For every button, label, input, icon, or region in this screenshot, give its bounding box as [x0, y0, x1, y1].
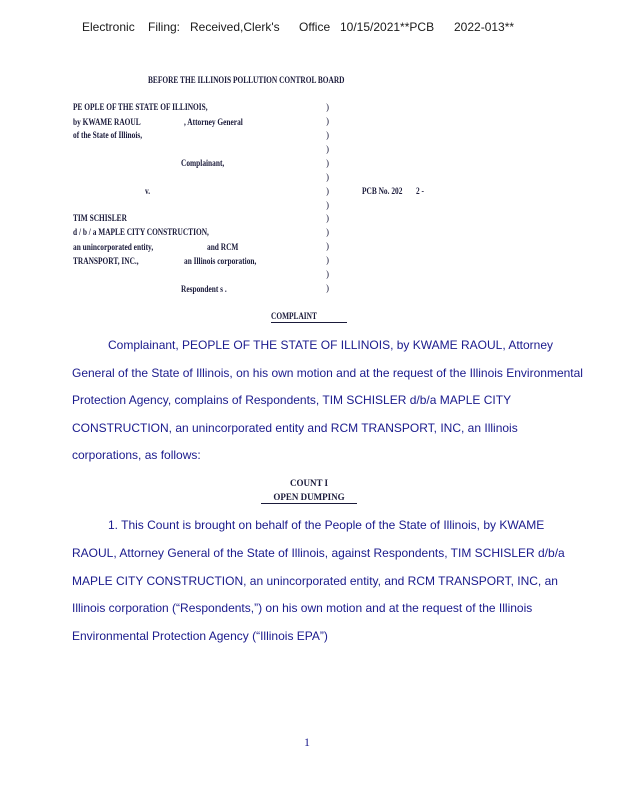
caption-paren: ) [326, 116, 329, 126]
caption-paren: ) [326, 172, 329, 182]
caption-paren: ) [326, 269, 329, 279]
header-office: Office [299, 20, 331, 34]
count-subheading: OPEN DUMPING [273, 492, 345, 502]
caption-by-raoul: by KWAME RAOUL [73, 117, 141, 127]
caption-paren: ) [326, 200, 329, 210]
caption-and-rcm: and RCM [207, 242, 239, 252]
caption-pcb-suffix: 2 - [416, 186, 424, 196]
caption-paren: ) [326, 213, 329, 223]
caption-unincorporated: an unincorporated entity, [73, 242, 154, 252]
intro-line-3: Protection Agency, complains of Respondents, TIM SCHISLER d/b/a MAPLE CITY [72, 393, 512, 407]
board-title: BEFORE THE ILLINOIS POLLUTION CONTROL BOARD [148, 75, 345, 85]
header-case-number: 2022-013** [454, 20, 515, 34]
header-received: Received,Clerk's [190, 20, 280, 34]
caption-paren: ) [326, 144, 329, 154]
para1-line-4: Illinois corporation (“Respondents,”) on his own motion and at the request of the Illinois [72, 601, 533, 615]
caption-dba: d / b / a MAPLE CITY CONSTRUCTION, [73, 227, 209, 237]
page-number: 1 [304, 735, 310, 749]
caption-people: PE OPLE OF THE STATE OF ILLINOIS, [73, 102, 208, 112]
intro-line-4: CONSTRUCTION, an unincorporated entity and RCM TRANSPORT, INC, an Illinois [72, 421, 518, 435]
para1-line-5: Environmental Protection Agency (“Illinois EPA”) [72, 629, 328, 643]
caption-state: of the State of Illinois, [73, 130, 143, 140]
caption-illinois-corp: an Illinois corporation, [184, 256, 257, 266]
para1-line-1: 1. This Count is brought on behalf of the People of the State of Illinois, by KWAME [108, 518, 545, 532]
header-date: 10/15/2021**PCB [340, 20, 435, 34]
caption-paren: ) [326, 283, 329, 293]
intro-line-2: General of the State of Illinois, on his own motion and at the request of the Illinois Environmental [72, 366, 583, 380]
para1-line-2: RAOUL, Attorney General of the State of Illinois, against Respondents, TIM SCHISLER d/b/a [72, 546, 565, 560]
intro-line-1: Complainant, PEOPLE OF THE STATE OF ILLINOIS, by KWAME RAOUL, Attorney [108, 338, 554, 352]
caption-paren: ) [326, 186, 329, 196]
caption-respondents: Respondent s . [181, 284, 227, 294]
complaint-heading: COMPLAINT [271, 311, 317, 321]
header-filing: Filing: [148, 20, 181, 34]
para1-line-3: MAPLE CITY CONSTRUCTION, an unincorporated entity, and RCM TRANSPORT, INC, an [72, 574, 558, 588]
caption-paren: ) [326, 158, 329, 168]
count-heading: COUNT I [289, 478, 329, 488]
caption-respondent-schisler: TIM SCHISLER [73, 213, 127, 223]
caption-paren: ) [326, 130, 329, 140]
complaint-heading-underline [271, 322, 347, 323]
caption-paren: ) [326, 102, 329, 112]
count-subheading-underline [261, 503, 357, 504]
intro-line-5: corporations, as follows: [72, 448, 201, 462]
caption-paren: ) [326, 227, 329, 237]
caption-paren: ) [326, 255, 329, 265]
caption-transport: TRANSPORT, INC., [73, 256, 139, 266]
header-electronic: Electronic [82, 20, 135, 34]
caption-attorney-general: , Attorney General [184, 117, 243, 127]
caption-pcb-number: PCB No. 202 [362, 186, 403, 196]
caption-complainant: Complainant, [181, 158, 225, 168]
caption-versus: v. [145, 186, 151, 196]
caption-paren: ) [326, 241, 329, 251]
